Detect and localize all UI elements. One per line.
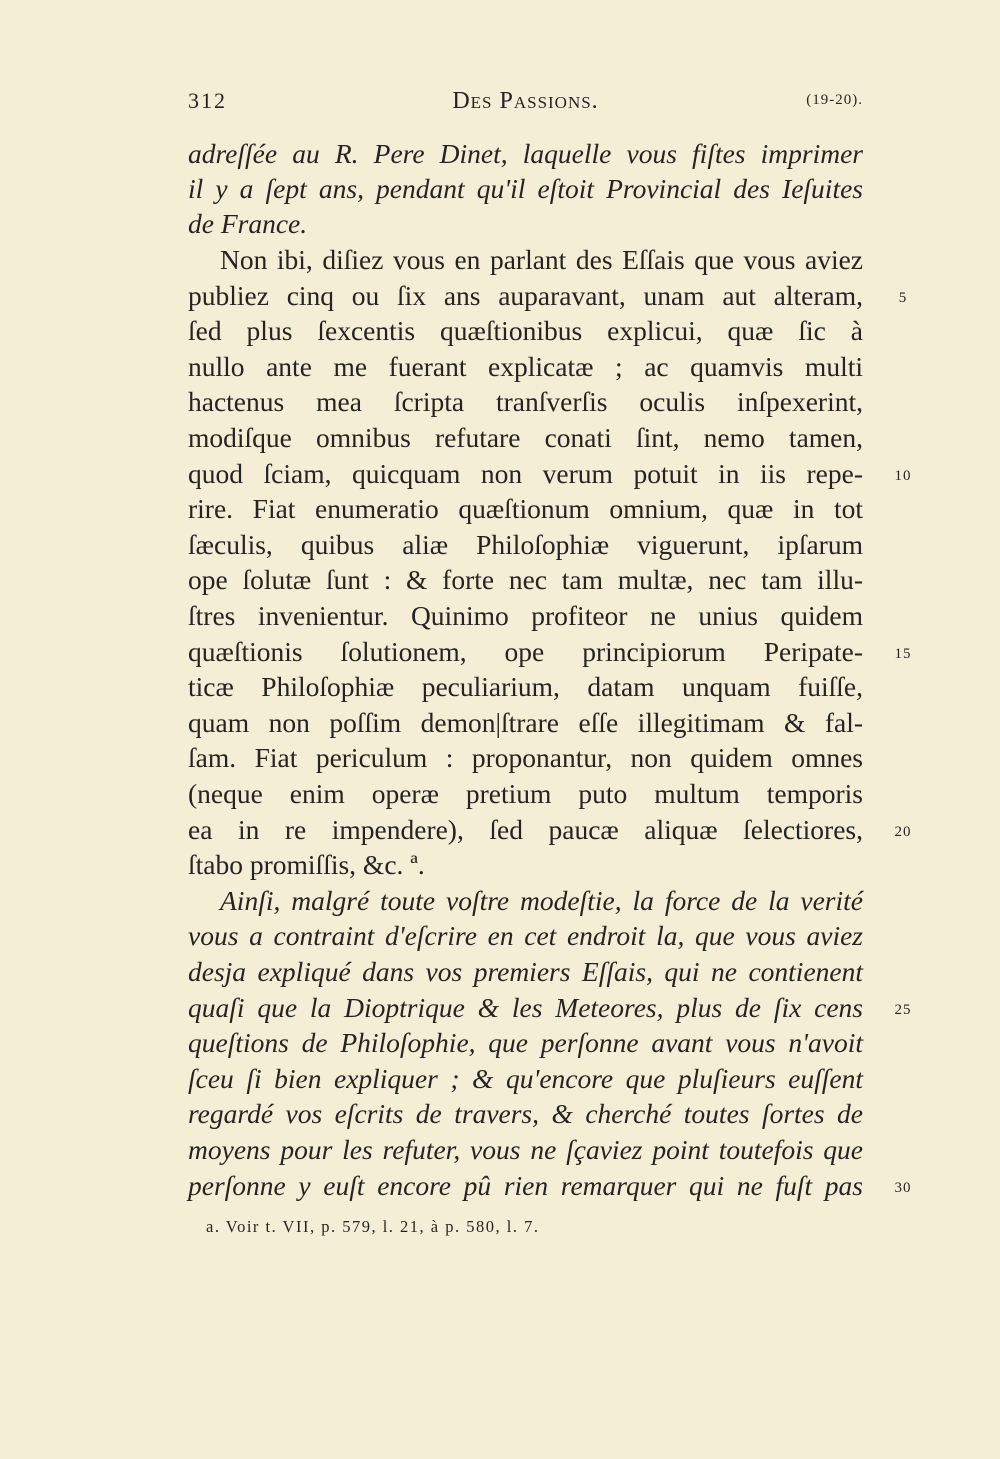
text-line: rire. Fiat enumeratio quæſtionum omnium, quæ in tot [188,493,863,524]
text-line: ticæ Philoſophiæ peculiarium, datam unquam fuiſſe, [188,671,863,702]
text-line: adreſſée au R. Pere Dinet, laquelle vous fiſtes imprimer [188,138,863,169]
page-header [188,88,863,118]
text-line: desja expliqué dans vos premiers Eſſais, qui ne contienent [188,956,863,987]
text-line: ſam. Fiat periculum : proponantur, non quidem omnes [188,742,863,773]
text-line: quæſtionis ſolutionem, ope principiorum Peripate- [188,636,863,667]
text-line: quod ſciam, quicquam non verum potuit in iis repe- [188,458,863,489]
section-reference: (19-20). [806,92,863,108]
text-line: regardé vos eſcrits de travers, & cherché toutes ſortes de [188,1098,863,1129]
text-line: publiez cinq ou ſix ans auparavant, unam aut alteram, [188,280,863,311]
text-line: perſonne y euſt encore pû rien remarquer qui ne fuſt pas [188,1170,863,1201]
text-line: quam non poſſim demon|ſtrare eſſe illegitimam & fal- [188,707,863,738]
line-number: 5 [898,290,908,306]
text-line: Ainſi, malgré toute voſtre modeſtie, la force de la verité [220,885,863,916]
text-line: queſtions de Philoſophie, que perſonne avant vous n'avoit [188,1027,863,1058]
footnote: a. Voir t. VII, p. 579, l. 21, à p. 580, l. 7. [206,1217,540,1236]
text-line: hactenus mea ſcripta tranſverſis oculis inſpexerint, [188,386,863,417]
text-line: vous a contraint d'eſcrire en cet endroit la, que vous aviez [188,920,863,951]
text-line: de France. [188,208,308,239]
text-line: quaſi que la Dioptrique & les Meteores, plus de ſix cens [188,992,863,1023]
page-number: 312 [188,88,227,113]
text-line: Non ibi, diſiez vous en parlant des Eſſais que vous aviez [220,244,863,275]
text-line: (neque enim operæ pretium puto multum temporis [188,778,863,809]
text-line: nullo ante me fuerant explicatæ ; ac quamvis multi [188,351,863,382]
line-number: 10 [894,468,912,484]
text-line: ſæculis, quibus aliæ Philoſophiæ viguerunt, ipſarum [188,529,863,560]
text-line: moyens pour les refuter, vous ne ſçaviez point toutefois que [188,1134,863,1165]
text-line: il y a ſept ans, pendant qu'il eſtoit Provincial des Ieſuites [188,173,863,204]
running-title: Des Passions. [452,88,599,114]
text-line: ſtabo promiſſis, &c. ª. [188,849,425,880]
text-line: ſceu ſi bien expliquer ; & qu'encore que pluſieurs euſſent [188,1063,863,1094]
line-number: 20 [894,824,912,840]
text-line: ſed plus ſexcentis quæſtionibus explicui, quæ ſic à [188,315,863,346]
line-number: 30 [894,1180,912,1196]
text-line: ope ſolutæ ſunt : & forte nec tam multæ, nec tam illu- [188,564,863,595]
line-number: 25 [894,1002,912,1018]
text-line: ea in re impendere), ſed paucæ aliquæ ſelectiores, [188,814,863,845]
line-number: 15 [894,646,912,662]
text-line: modiſque omnibus refutare conati ſint, nemo tamen, [188,422,863,453]
text-line: ſtres invenientur. Quinimo profiteor ne unius quidem [188,600,863,631]
